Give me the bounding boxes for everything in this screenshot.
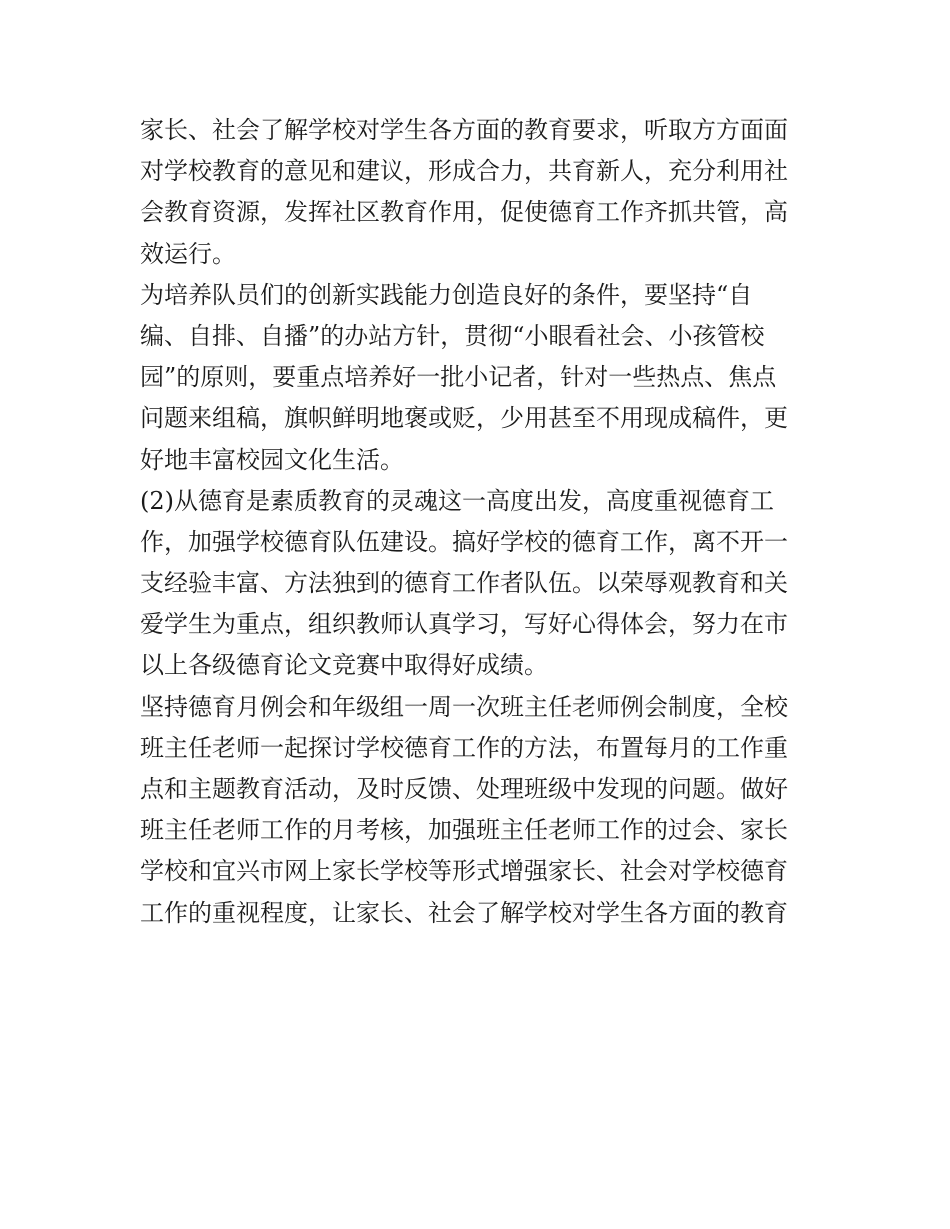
text-line: 作，加强学校德育队伍建设。搞好学校的德育工作，离不开一 — [140, 527, 788, 556]
text-line: 效运行。 — [140, 239, 236, 268]
text-line: 学校和宜兴市网上家长学校等形式增强家长、社会对学校德育 — [140, 857, 788, 886]
text-line: 问题来组稿，旗帜鲜明地褒或贬，少用甚至不用现成稿件，更 — [140, 404, 788, 433]
text-line: 家长、社会了解学校对学生各方面的教育要求，听取方方面面 — [140, 116, 788, 144]
text-line: 对学校教育的意见和建议，形成合力，共育新人，充分利用社 — [140, 157, 788, 186]
text-line: 班主任老师工作的月考核，加强班主任老师工作的过会、家长 — [140, 816, 788, 845]
text-line: 坚持德育月例会和年级组一周一次班主任老师例会制度，全校 — [140, 692, 788, 721]
text-line: 编、自排、自播”的办站方针，贯彻“小眼看社会、小孩管校 — [140, 321, 765, 350]
text-line: (2)从德育是素质教育的灵魂这一高度出发，高度重视德育工 — [140, 486, 774, 515]
text-line: 支经验丰富、方法独到的德育工作者队伍。以荣辱观教育和关 — [140, 569, 788, 598]
text-line: 园”的原则，要重点培养好一批小记者，针对一些热点、焦点 — [140, 363, 777, 392]
text-line: 点和主题教育活动，及时反馈、处理班级中发现的问题。做好 — [140, 775, 788, 803]
body-text — [140, 110, 820, 934]
text-line: 会教育资源，发挥社区教育作用，促使德育工作齐抓共管，高 — [140, 198, 788, 227]
text-line: 爱学生为重点，组织教师认真学习，写好心得体会，努力在市 — [140, 610, 788, 639]
text-line: 好地丰富校园文化生活。 — [140, 445, 404, 474]
text-line: 以上各级德育论文竞赛中取得好成绩。 — [140, 651, 548, 680]
text-line: 工作的重视程度，让家长、社会了解学校对学生各方面的教育 — [140, 898, 788, 927]
text-line: 为培养队员们的创新实践能力创造良好的条件，要坚持“自 — [140, 280, 753, 309]
text-line: 班主任老师一起探讨学校德育工作的方法，布置每月的工作重 — [140, 733, 788, 762]
